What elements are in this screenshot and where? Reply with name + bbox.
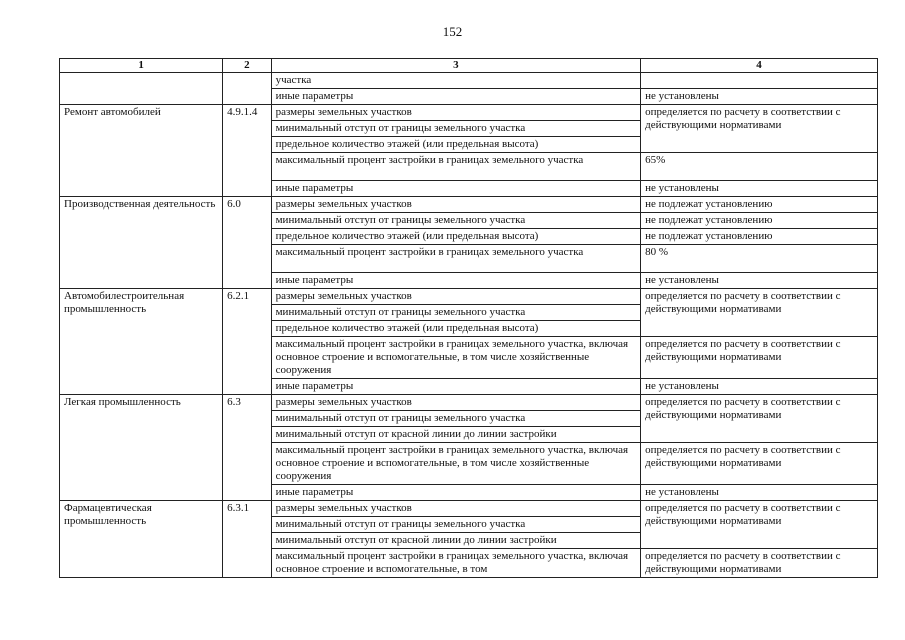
table-row <box>60 395 878 411</box>
value-cell: 80 % <box>641 245 878 273</box>
param-cell: минимальный отступ от границы земельного участка <box>271 411 641 427</box>
param-cell: минимальный отступ от границы земельного участка <box>271 213 641 229</box>
param-cell: минимальный отступ от красной линии до линии застройки <box>271 427 641 443</box>
value-cell <box>641 73 878 89</box>
param-cell: иные параметры <box>271 485 641 501</box>
header-col-1: 1 <box>60 59 223 73</box>
use-code-cell: 6.2.1 <box>223 289 271 395</box>
header-col-3: 3 <box>271 59 641 73</box>
use-name-cell: Фармацевтическая промышленность <box>60 501 223 578</box>
param-cell: размеры земельных участков <box>271 395 641 411</box>
param-cell: размеры земельных участков <box>271 197 641 213</box>
use-code-cell: 6.3 <box>223 395 271 501</box>
header-col-4: 4 <box>641 59 878 73</box>
param-cell: иные параметры <box>271 379 641 395</box>
table-row <box>60 501 878 517</box>
value-cell: определяется по расчету в соответствии с действующими нормативами <box>641 395 878 443</box>
value-cell: не подлежат установлению <box>641 213 878 229</box>
use-code-cell <box>223 73 271 105</box>
table-row <box>60 289 878 305</box>
value-cell: определяется по расчету в соответствии с действующими нормативами <box>641 443 878 485</box>
value-cell: не установлены <box>641 379 878 395</box>
table-row <box>60 105 878 121</box>
use-code-cell: 6.0 <box>223 197 271 289</box>
use-name-cell: Ремонт автомобилей <box>60 105 223 197</box>
value-cell: определяется по расчету в соответствии с действующими нормативами <box>641 105 878 153</box>
param-cell: максимальный процент застройки в границах земельного участка <box>271 153 641 181</box>
param-cell: размеры земельных участков <box>271 501 641 517</box>
value-cell: не установлены <box>641 89 878 105</box>
header-col-2: 2 <box>223 59 271 73</box>
param-cell: минимальный отступ от границы земельного участка <box>271 517 641 533</box>
param-cell: предельное количество этажей (или предельная высота) <box>271 321 641 337</box>
value-cell: определяется по расчету в соответствии с действующими нормативами <box>641 549 878 578</box>
use-code-cell: 6.3.1 <box>223 501 271 578</box>
regulations-table <box>59 58 878 578</box>
page-number: 152 <box>442 24 463 39</box>
param-cell: размеры земельных участков <box>271 105 641 121</box>
table-row <box>60 73 878 89</box>
value-cell: определяется по расчету в соответствии с действующими нормативами <box>641 501 878 549</box>
param-cell: участка <box>271 73 641 89</box>
param-cell: минимальный отступ от границы земельного участка <box>271 121 641 137</box>
param-cell: иные параметры <box>271 181 641 197</box>
param-cell: предельное количество этажей (или предельная высота) <box>271 137 641 153</box>
value-cell: не подлежат установлению <box>641 229 878 245</box>
param-cell: максимальный процент застройки в границах земельного участка, включая основное строение и вспомогательные, в том числе хозяйственные сооружения <box>271 337 641 379</box>
value-cell: определяется по расчету в соответствии с действующими нормативами <box>641 337 878 379</box>
use-name-cell <box>60 73 223 105</box>
use-name-cell: Производственная деятельность <box>60 197 223 289</box>
param-cell: иные параметры <box>271 273 641 289</box>
param-cell: минимальный отступ от границы земельного участка <box>271 305 641 321</box>
param-cell: максимальный процент застройки в границах земельного участка, включая основное строение и вспомогательные, в том числе хозяйственные сооружения <box>271 443 641 485</box>
use-name-cell: Легкая промышленность <box>60 395 223 501</box>
value-cell: не подлежат установлению <box>641 197 878 213</box>
param-cell: предельное количество этажей (или предельная высота) <box>271 229 641 245</box>
table-row <box>60 197 878 213</box>
param-cell: максимальный процент застройки в границах земельного участка <box>271 245 641 273</box>
table-header-row <box>60 59 878 73</box>
value-cell: не установлены <box>641 181 878 197</box>
param-cell: размеры земельных участков <box>271 289 641 305</box>
value-cell: 65% <box>641 153 878 181</box>
value-cell: не установлены <box>641 273 878 289</box>
param-cell: минимальный отступ от красной линии до линии застройки <box>271 533 641 549</box>
param-cell: максимальный процент застройки в границах земельного участка, включая основное строение и вспомогательные, в том <box>271 549 641 578</box>
value-cell: не установлены <box>641 485 878 501</box>
use-code-cell: 4.9.1.4 <box>223 105 271 197</box>
use-name-cell: Автомобилестроительная промышленность <box>60 289 223 395</box>
param-cell: иные параметры <box>271 89 641 105</box>
value-cell: определяется по расчету в соответствии с действующими нормативами <box>641 289 878 337</box>
